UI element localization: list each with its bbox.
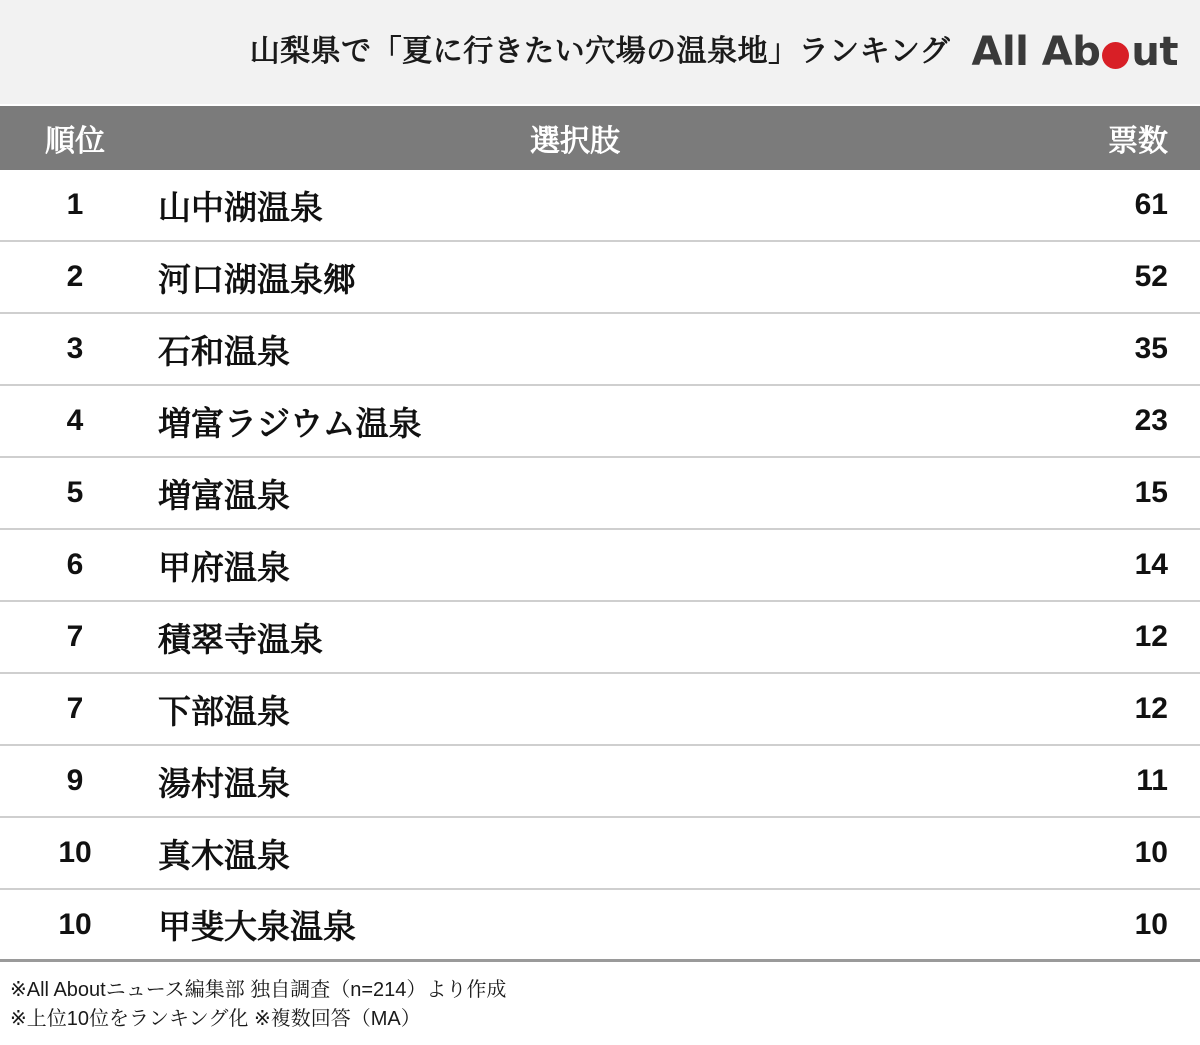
row-votes: 14 [1134, 548, 1168, 581]
ranking-table [0, 106, 1200, 962]
footnote-method: ※上位10位をランキング化 ※複数回答（MA） [10, 1008, 421, 1030]
row-votes: 15 [1134, 476, 1168, 509]
table-row [0, 242, 1200, 314]
table-row [0, 314, 1200, 386]
row-choice: 積翠寺温泉 [158, 620, 323, 658]
table-row [0, 890, 1200, 962]
row-choice: 湯村温泉 [158, 764, 290, 802]
row-rank: 4 [66, 404, 84, 437]
row-choice: 甲斐大泉温泉 [158, 908, 356, 945]
row-choice: 山中湖温泉 [158, 188, 323, 226]
row-rank: 1 [66, 188, 84, 221]
row-rank: 7 [66, 620, 84, 653]
footnotes [0, 962, 1200, 1034]
row-votes: 12 [1134, 692, 1168, 725]
row-votes: 23 [1134, 404, 1168, 437]
table-row [0, 458, 1200, 530]
row-votes: 10 [1134, 907, 1168, 941]
logo-text-after: ut [1131, 29, 1178, 75]
column-header-choice: 選択肢 [530, 125, 620, 158]
row-rank: 9 [66, 764, 84, 797]
table-header-row [0, 106, 1200, 170]
row-votes: 52 [1134, 260, 1168, 293]
row-choice: 石和温泉 [158, 332, 290, 370]
table-row [0, 386, 1200, 458]
row-rank: 2 [66, 260, 84, 293]
row-votes: 11 [1136, 764, 1168, 797]
row-votes: 35 [1134, 332, 1168, 365]
row-choice: 甲府温泉 [158, 548, 290, 586]
row-rank: 3 [66, 332, 84, 365]
row-votes: 10 [1134, 836, 1168, 869]
logo-text-before: All Ab [971, 29, 1101, 75]
table-row [0, 818, 1200, 890]
column-header-votes: 票数 [1108, 125, 1168, 158]
row-choice: 増富ラジウム温泉 [158, 404, 422, 442]
logo-dot-icon [1102, 42, 1129, 69]
table-row [0, 674, 1200, 746]
row-choice: 真木温泉 [158, 836, 290, 874]
row-votes: 61 [1134, 188, 1168, 221]
allabout-logo [971, 29, 1178, 75]
row-rank: 10 [58, 836, 92, 869]
row-rank: 5 [66, 476, 84, 509]
row-rank: 6 [66, 548, 84, 581]
row-rank: 7 [66, 692, 84, 725]
table-row [0, 170, 1200, 242]
table-row [0, 746, 1200, 818]
row-choice: 下部温泉 [158, 692, 290, 730]
header [0, 0, 1200, 106]
page-title: 山梨県で「夏に行きたい穴場の温泉地」ランキング [249, 34, 951, 68]
table-row [0, 602, 1200, 674]
column-header-rank: 順位 [45, 125, 105, 158]
row-choice: 河口湖温泉郷 [158, 260, 356, 298]
row-votes: 12 [1134, 620, 1168, 653]
row-choice: 増富温泉 [158, 476, 290, 514]
footnote-source: ※All Aboutニュース編集部 独自調査（n=214）より作成 [10, 979, 507, 1001]
row-rank: 10 [58, 907, 92, 941]
table-row [0, 530, 1200, 602]
